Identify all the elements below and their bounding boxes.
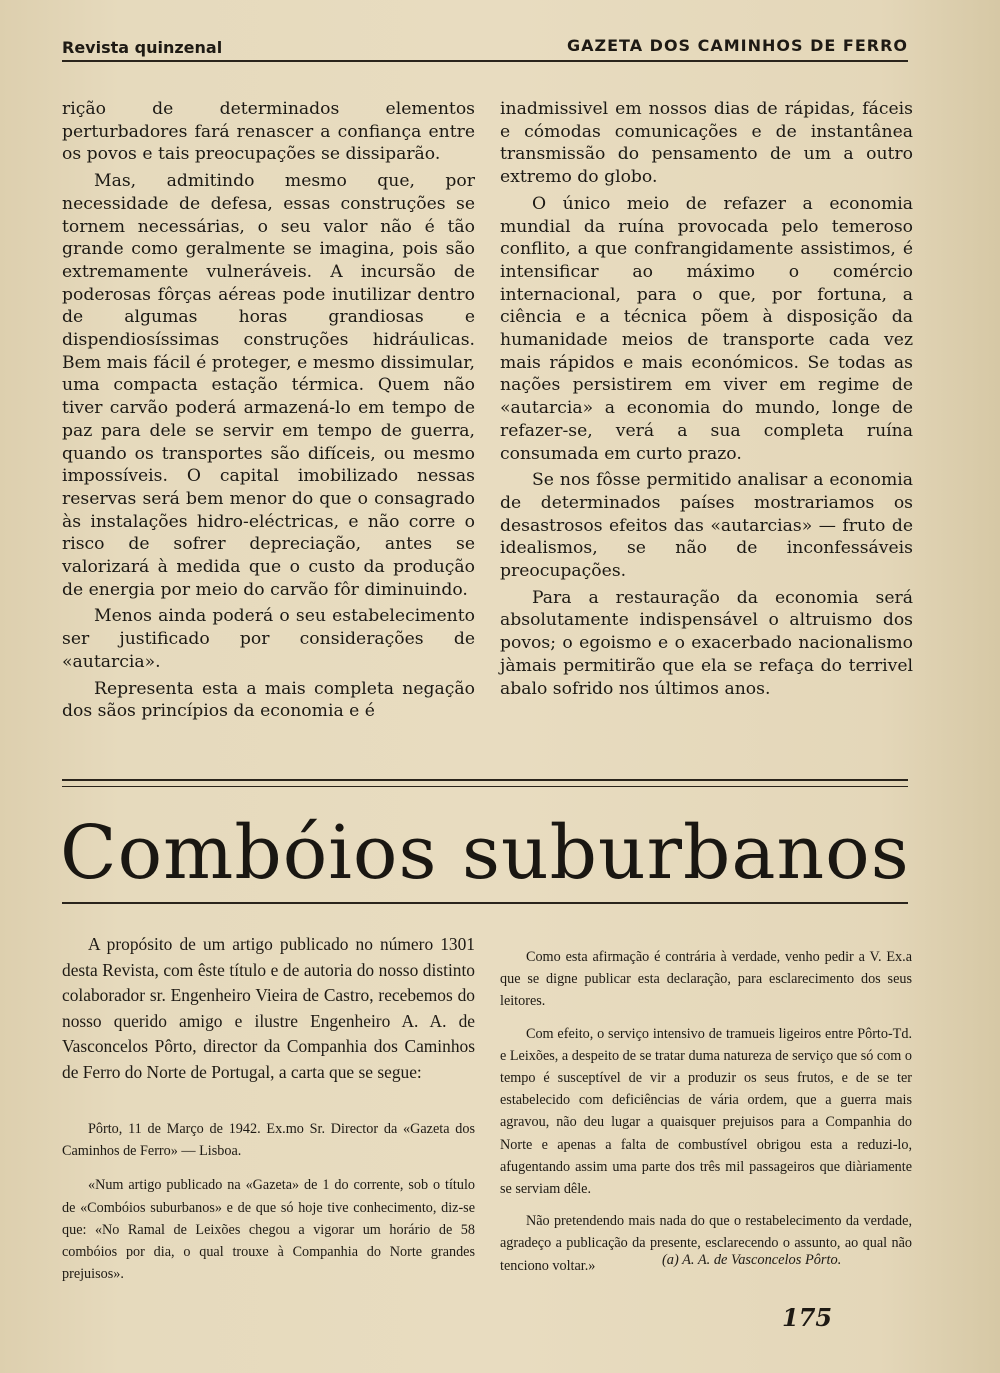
article-title: Combóios suburbanos <box>60 810 910 896</box>
paragraph: inadmissivel em nossos dias de rápidas, fáceis e cómodas comunicações e de instantânea transmissão do pensamento de um a outro extremo do globo. <box>500 99 913 188</box>
paragraph: Mas, admitindo mesmo que, por necessidade de defesa, essas construções se tornem necessárias, o seu valor não é tão grande como geralmente se imagina, pois são extremamente vulneráveis. A incursão de poderosas fôrças aéreas pode inutilizar dentro de algumas horas grandiosas e dispendiosíssimas construções hidráulicas. Bem mais fácil é proteger, e mesmo dissimular, uma compacta estação térmica. Quem não tiver carvão poderá armazená-lo em tempo de paz para dele se servir em tempo de guerra, quando os transportes são difíceis, ou mesmo impossíveis. O capital imobilizado nessas reservas será bem menor do que o consagrado às instalações hidro-eléctricas, e não corre o risco de sofrer depreciação, antes se valorizará à medida que o custo da produção de energia por meio do carvão fôr diminuindo. <box>62 171 475 600</box>
letter-right-column <box>500 946 912 1287</box>
letter-left-column <box>62 1118 475 1297</box>
paragraph: rição de determinados elementos perturbadores fará renascer a confiança entre os povos e tais preocupações se dissiparão. <box>62 99 475 165</box>
divider <box>62 779 908 781</box>
article-intro <box>62 932 475 1086</box>
upper-left-column <box>62 98 475 727</box>
paragraph: Menos ainda poderá o seu estabelecimento ser justificado por considerações de «autarcia». <box>62 606 475 672</box>
paragraph: O único meio de refazer a economia mundial da ruína provocada pelo temeroso conflito, a que confrangidamente assistimos, é intensificar ao máximo o comércio internacional, para o que, por fortuna, a ciência e a técnica põem à disposição da humanidade meios de transporte cada vez mais rápidos e mais económicos. Se todas as nações persistirem em viver em regime de «autarcia» a economia do mundo, longe de refazer-se, verá a sua completa ruína consumada em curto prazo. <box>500 193 913 464</box>
letter-signature: (a) A. A. de Vasconcelos Pôrto. <box>662 1252 842 1268</box>
paragraph: Para a restauração da economia será absolutamente indispensável o altruismo dos povos; o egoismo e o exacerbado nacionalismo jàmais permitirão que ela se refaça do terrivel abalo sofrido nos últimos anos. <box>500 587 913 699</box>
header-right: GAZETA DOS CAMINHOS DE FERRO <box>566 36 908 55</box>
letter-paragraph: «Num artigo publicado na «Gazeta» de 1 do corrente, sob o título de «Combóios suburbanos» e de que só hoje tive conhecimento, diz-se que: «No Ramal de Leixões chegou a vigorar um horário de 58 combóios por dia, o qual trouxe à Companhia do Norte grandes prejuisos». <box>62 1177 475 1283</box>
upper-right-column <box>500 98 913 704</box>
letter-paragraph: Com efeito, o serviço intensivo de tramueis ligeiros entre Pôrto-Td. e Leixões, a despeito de se tratar duma natureza de serviço que só com o tempo é susceptível de vir a produzir os seus frutos, e de se ter estabelecido com deficiências de vária ordem, que a guerra mais agravou, não deu lugar a quaisquer prejuisos para a Companhia do Norte e apenas a falta de combustível obrigou esta a reduzi-lo, afugentando assim uma parte dos três mil passageiros que diàriamente se serviam dêle. <box>500 1025 912 1198</box>
divider <box>62 786 908 787</box>
letter-paragraph: Como esta afirmação é contrária à verdade, venho pedir a V. Ex.a que se digne publicar esta declaração, para esclarecimento dos seus leitores. <box>500 949 912 1010</box>
letter-paragraph: Pôrto, 11 de Março de 1942. Ex.mo Sr. Director da «Gazeta dos Caminhos de Ferro» — Lisboa. <box>62 1121 475 1160</box>
paragraph: Representa esta a mais completa negação dos sãos princípios da economia e é <box>62 678 475 722</box>
page-number: 175 <box>782 1303 833 1332</box>
running-header <box>62 36 908 62</box>
intro-paragraph: A propósito de um artigo publicado no número 1301 desta Revista, com êste título e de autoria do nosso distinto colaborador sr. Engenheiro Vieira de Castro, recebemos do nosso querido amigo e ilustre Engenheiro A. A. de Vasconcelos Pôrto, director da Companhia dos Caminhos de Ferro do Norte de Portugal, a carta que se segue: <box>62 934 475 1082</box>
divider <box>62 902 908 904</box>
header-left: Revista quinzenal <box>62 38 223 57</box>
letter-paragraph: Não pretendendo mais nada do que o restabelecimento da verdade, agradeço a publicação da presente, esclarecendo o assunto, ao qual não tenciono voltar.» <box>500 1213 912 1274</box>
paragraph: Se nos fôsse permitido analisar a economia de determinados países mostrariamos os desastrosos efeitos das «autarcias» — fruto de idealismos, se não de inconfessáveis preocupações. <box>500 470 913 582</box>
